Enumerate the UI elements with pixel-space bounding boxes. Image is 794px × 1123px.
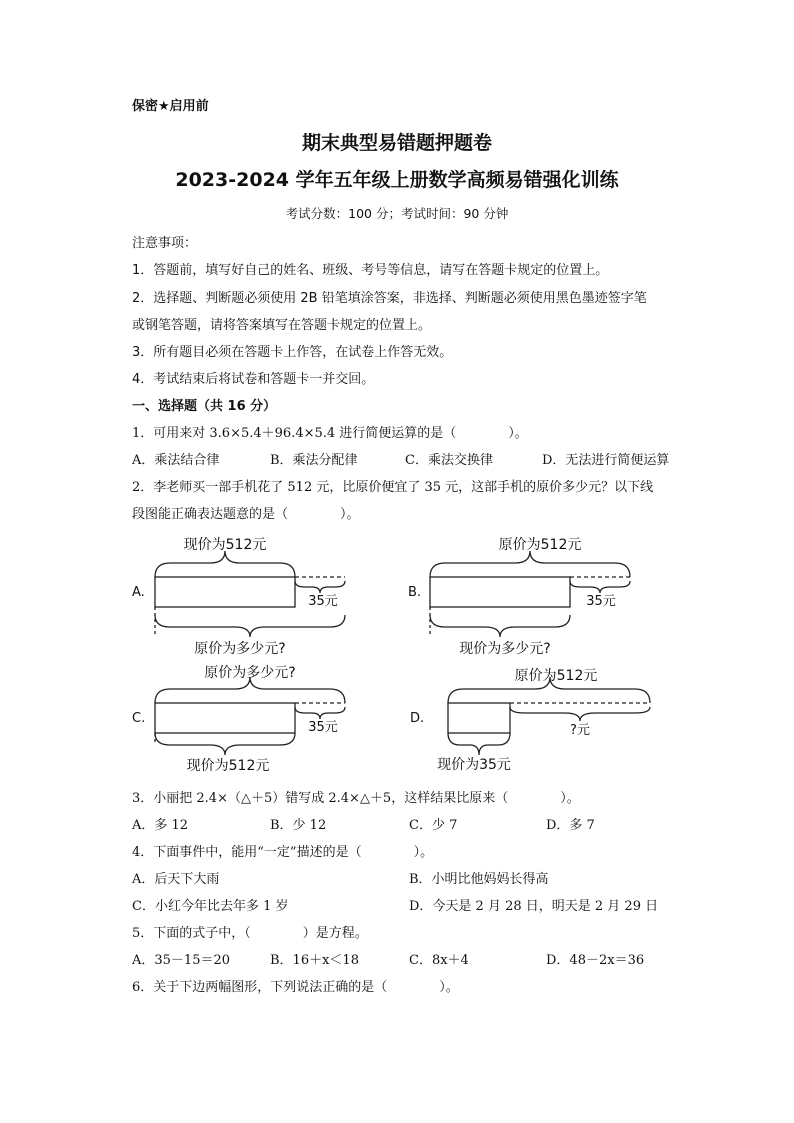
diagram-a-bottom-text: 原价为多少元?: [194, 641, 286, 657]
q5-option-a[interactable]: A．35－15＝20: [132, 953, 231, 968]
diagram-b-label: B.: [408, 585, 422, 600]
diagram-c-bottom-brace: [155, 733, 295, 755]
q3-option-a[interactable]: A．多 12: [132, 818, 189, 833]
diagram-c-right-text: 35元: [308, 720, 338, 735]
diagram-b-bottom-brace: [430, 615, 570, 637]
diagram-d-bottom-text: 现价为35元: [437, 757, 511, 773]
diagram-c-right-brace: [295, 707, 345, 719]
q4-stem: 4．下面事件中，能用“一定”描述的是（ ）。: [132, 845, 434, 860]
diagram-d-right-text: ?元: [570, 723, 590, 738]
diagram-a-top-text: 现价为512元: [183, 537, 267, 553]
q1-stem: 1．可用来对 3.6×5.4＋96.4×5.4 进行简便运算的是（ ）。: [132, 426, 528, 441]
diagram-a-right-brace: [295, 581, 345, 593]
q3-option-b[interactable]: B．少 12: [270, 818, 327, 833]
diagram-b-bar: [430, 577, 570, 607]
diagram-d-right-brace: [510, 707, 650, 721]
exam-title: 期末典型易错题押题卷: [301, 132, 492, 154]
q2-segment-diagrams: [0, 525, 794, 775]
exam-info: 考试分数：100 分；考试时间：90 分钟: [285, 206, 509, 221]
q5-option-b[interactable]: B．16＋x＜18: [270, 953, 359, 968]
q1-option-a[interactable]: A．乘法结合律: [132, 453, 220, 468]
q4-option-d[interactable]: D．今天是 2 月 28 日，明天是 2 月 29 日: [409, 899, 659, 914]
q5-stem: 5．下面的式子中，（ ）是方程。: [132, 926, 368, 941]
diagram-c-label: C.: [132, 711, 146, 726]
note-4: 4．考试结束后将试卷和答题卡一并交回。: [132, 372, 375, 387]
diagram-b-bottom-text: 现价为多少元?: [459, 641, 551, 657]
q3-stem: 3．小丽把 2.4×（△＋5）错写成 2.4×△＋5，这样结果比原来（ ）。: [132, 791, 580, 806]
notes-heading: 注意事项：: [132, 236, 198, 251]
q3-option-c[interactable]: C．少 7: [409, 818, 458, 833]
diagram-b-right-text: 35元: [586, 594, 616, 609]
q4-option-a[interactable]: A．后天下大雨: [132, 872, 220, 887]
q1-option-c[interactable]: C．乘法交换律: [405, 453, 493, 468]
q4-option-b[interactable]: B．小明比他妈妈长得高: [409, 872, 549, 887]
q2-stem-line-2: 段图能正确表达题意的是（ ）。: [132, 507, 360, 522]
diagram-a-label: A.: [132, 585, 145, 600]
q2-stem-line-1: 2．李老师买一部手机花了 512 元，比原价便宜了 35 元，这部手机的原价多少元？以下线: [132, 480, 654, 495]
confidential-mark: 保密★启用前: [132, 99, 209, 114]
diagram-d-bar: [448, 703, 510, 733]
note-2-line-1: 2．选择题、判断题必须使用 2B 铅笔填涂答案，非选择、判断题必须使用黑色墨迹签字笔: [132, 291, 647, 306]
q1-option-b[interactable]: B．乘法分配律: [270, 453, 358, 468]
q6-stem: 6．关于下边两幅图形，下列说法正确的是（ ）。: [132, 980, 459, 995]
diagram-d-bottom-brace: [448, 733, 510, 755]
exam-subtitle: 2023-2024 学年五年级上册数学高频易错强化训练: [175, 169, 619, 191]
q4-option-c[interactable]: C．小红今年比去年多 1 岁: [132, 899, 289, 914]
section-1-heading: 一、选择题（共 16 分）: [132, 399, 277, 414]
q5-option-c[interactable]: C．8x＋4: [409, 953, 469, 968]
diagram-a-bottom-brace: [155, 615, 345, 637]
diagram-c-bottom-text: 现价为512元: [186, 758, 270, 774]
note-1: 1．答题前，填写好自己的姓名、班级、考号等信息，请写在答题卡规定的位置上。: [132, 263, 609, 278]
note-3: 3．所有题目必须在答题卡上作答，在试卷上作答无效。: [132, 345, 453, 360]
q3-option-d[interactable]: D．多 7: [546, 818, 595, 833]
diagram-b-top-text: 原价为512元: [498, 537, 582, 553]
q5-option-d[interactable]: D．48－2x＝36: [546, 953, 645, 968]
diagram-a-right-text: 35元: [308, 594, 338, 609]
diagram-c-top-text: 原价为多少元?: [204, 665, 296, 681]
diagram-d-top-text: 原价为512元: [514, 668, 598, 684]
note-2-line-2: 或钢笔答题，请将答案填写在答题卡规定的位置上。: [132, 318, 432, 333]
diagram-b-top-brace: [430, 551, 630, 577]
diagram-d-label: D.: [410, 711, 425, 726]
diagram-b-right-brace: [570, 581, 630, 593]
diagram-c-bar: [155, 703, 295, 733]
diagram-a-top-brace: [155, 551, 295, 577]
diagram-a-bar: [155, 577, 295, 607]
q1-option-d[interactable]: D．无法进行简便运算: [542, 453, 670, 468]
